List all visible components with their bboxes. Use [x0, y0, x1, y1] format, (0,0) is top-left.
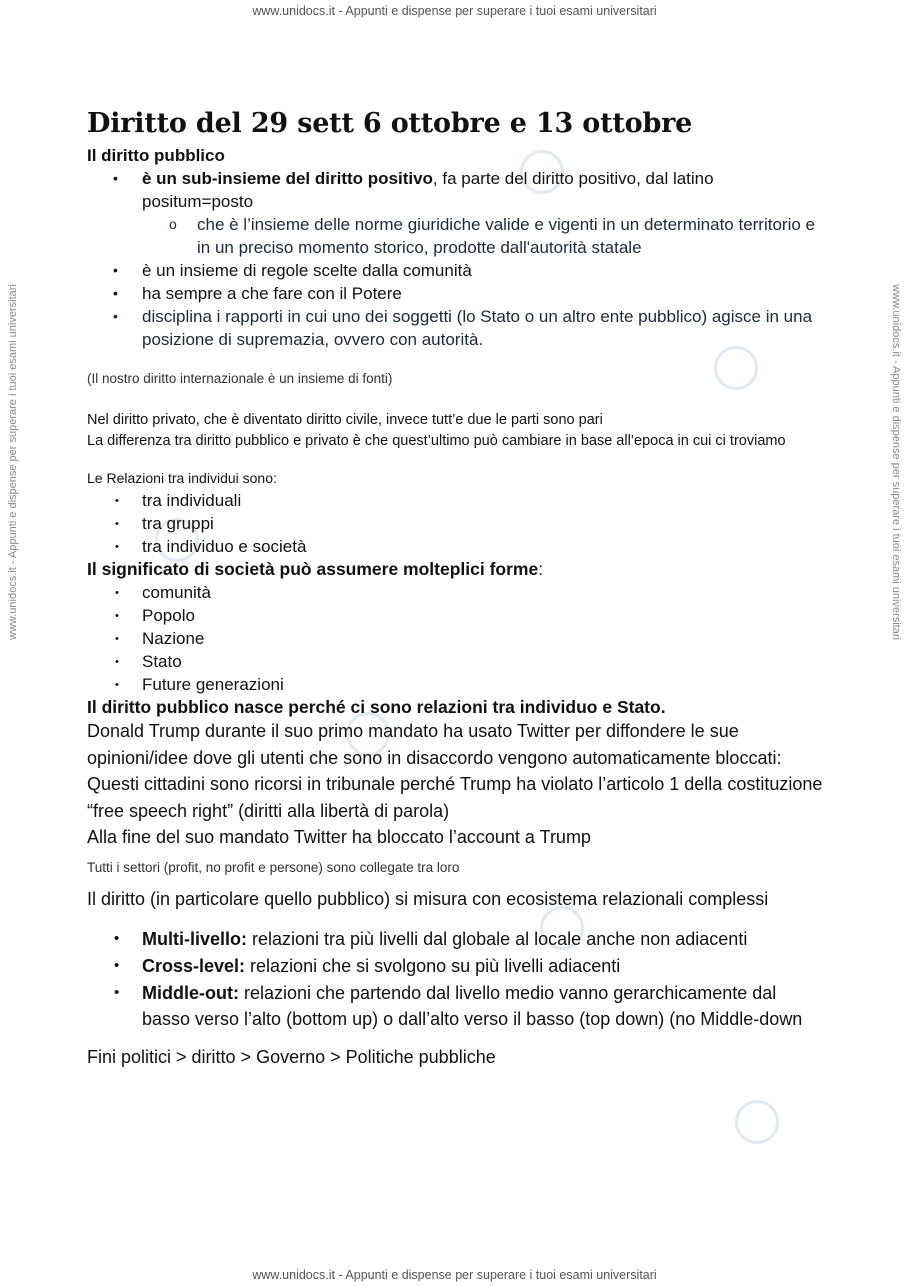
- paragraph: Fini politici > diritto > Governo > Politiche pubbliche: [87, 1047, 496, 1067]
- list-item: • comunità: [87, 581, 827, 604]
- sub-list-item: o che è l’insieme delle norme giuridiche valide e vigenti in un determinato territorio e in un preciso momento storico, prodotte dall'autorità statale: [87, 213, 827, 259]
- watermark-left: www.unidocs.it - Appunti e dispense per superare i tuoi esami universitari: [7, 284, 19, 640]
- watermark-bottom: www.unidocs.it - Appunti e dispense per superare i tuoi esami universitari: [252, 1268, 657, 1282]
- list-item: • Popolo: [87, 604, 827, 627]
- levels-list: [87, 926, 827, 1032]
- watermark-top: www.unidocs.it - Appunti e dispense per superare i tuoi esami universitari: [252, 4, 657, 18]
- page-title: Diritto del 29 sett 6 ottobre e 13 ottobre: [87, 108, 693, 139]
- watermark-right: www.unidocs.it - Appunti e dispense per superare i tuoi esami universitari: [890, 284, 902, 640]
- list-item: • è un insieme di regole scelte dalla comunità: [87, 259, 827, 282]
- list-item: • tra individuo e società: [87, 535, 827, 558]
- paragraph: Il diritto (in particolare quello pubblico) si misura con ecosistema relazionali complessi: [87, 888, 769, 909]
- list-item: • Nazione: [87, 627, 827, 650]
- list-item: • ha sempre a che fare con il Potere: [87, 282, 827, 305]
- list-item: • Future generazioni: [87, 673, 827, 696]
- list-item: • Middle-out: relazioni che partendo dal livello medio vanno gerarchicamente dal basso verso l’alto (bottom up) o dall’alto verso il basso (top down) (no Middle-down: [87, 980, 827, 1032]
- list-item: • tra individuali: [87, 489, 827, 512]
- paragraph: La differenza tra diritto pubblico e privato è che quest’ultimo può cambiare in base all’epoca in cui ci troviamo: [87, 433, 786, 449]
- paragraph: Alla fine del suo mandato Twitter ha bloccato l’account a Trump: [87, 827, 591, 847]
- list-item: • disciplina i rapporti in cui uno dei soggetti (lo Stato o un altro ente pubblico) agisce in una posizione di supremazia, ovvero con autorità.: [87, 305, 827, 351]
- watermark-logo-icon: [735, 1100, 779, 1144]
- list-item: • è un sub-insieme del diritto positivo, fa parte del diritto positivo, dal latino positum=posto: [87, 167, 827, 213]
- society-list: [87, 581, 827, 696]
- section-heading: Il diritto pubblico: [87, 146, 225, 165]
- paragraph: Donald Trump durante il suo primo mandato ha usato Twitter per diffondere le sue opinioni/idee dove gli utenti che sono in disaccordo vengono automaticamente bloccati: Questi cittadini sono ricorsi in tribunale perché Trump ha violato l’articolo 1 della costituzione “free speech right” (diritti alla libertà di parola): [87, 721, 823, 821]
- relations-list: [87, 489, 827, 558]
- paragraph: Nel diritto privato, che è diventato diritto civile, invece tutt’e due le parti sono pari: [87, 412, 603, 428]
- list-item: • Multi-livello: relazioni tra più livelli dal globale al locale anche non adiacenti: [87, 926, 827, 952]
- definition-list: [87, 167, 827, 351]
- note-paragraph: Tutti i settori (profit, no profit e persone) sono collegate tra loro: [87, 859, 460, 875]
- list-item: • tra gruppi: [87, 512, 827, 535]
- document-body: [87, 108, 827, 1071]
- note-paragraph: (Il nostro diritto internazionale è un insieme di fonti): [87, 371, 393, 386]
- bold-statement: Il diritto pubblico nasce perché ci sono relazioni tra individuo e Stato.: [87, 697, 666, 717]
- section-heading: Il significato di società può assumere molteplici forme:: [87, 559, 544, 579]
- section-heading: Le Relazioni tra individui sono:: [87, 470, 277, 486]
- list-item: • Stato: [87, 650, 827, 673]
- list-item: • Cross-level: relazioni che si svolgono su più livelli adiacenti: [87, 953, 827, 979]
